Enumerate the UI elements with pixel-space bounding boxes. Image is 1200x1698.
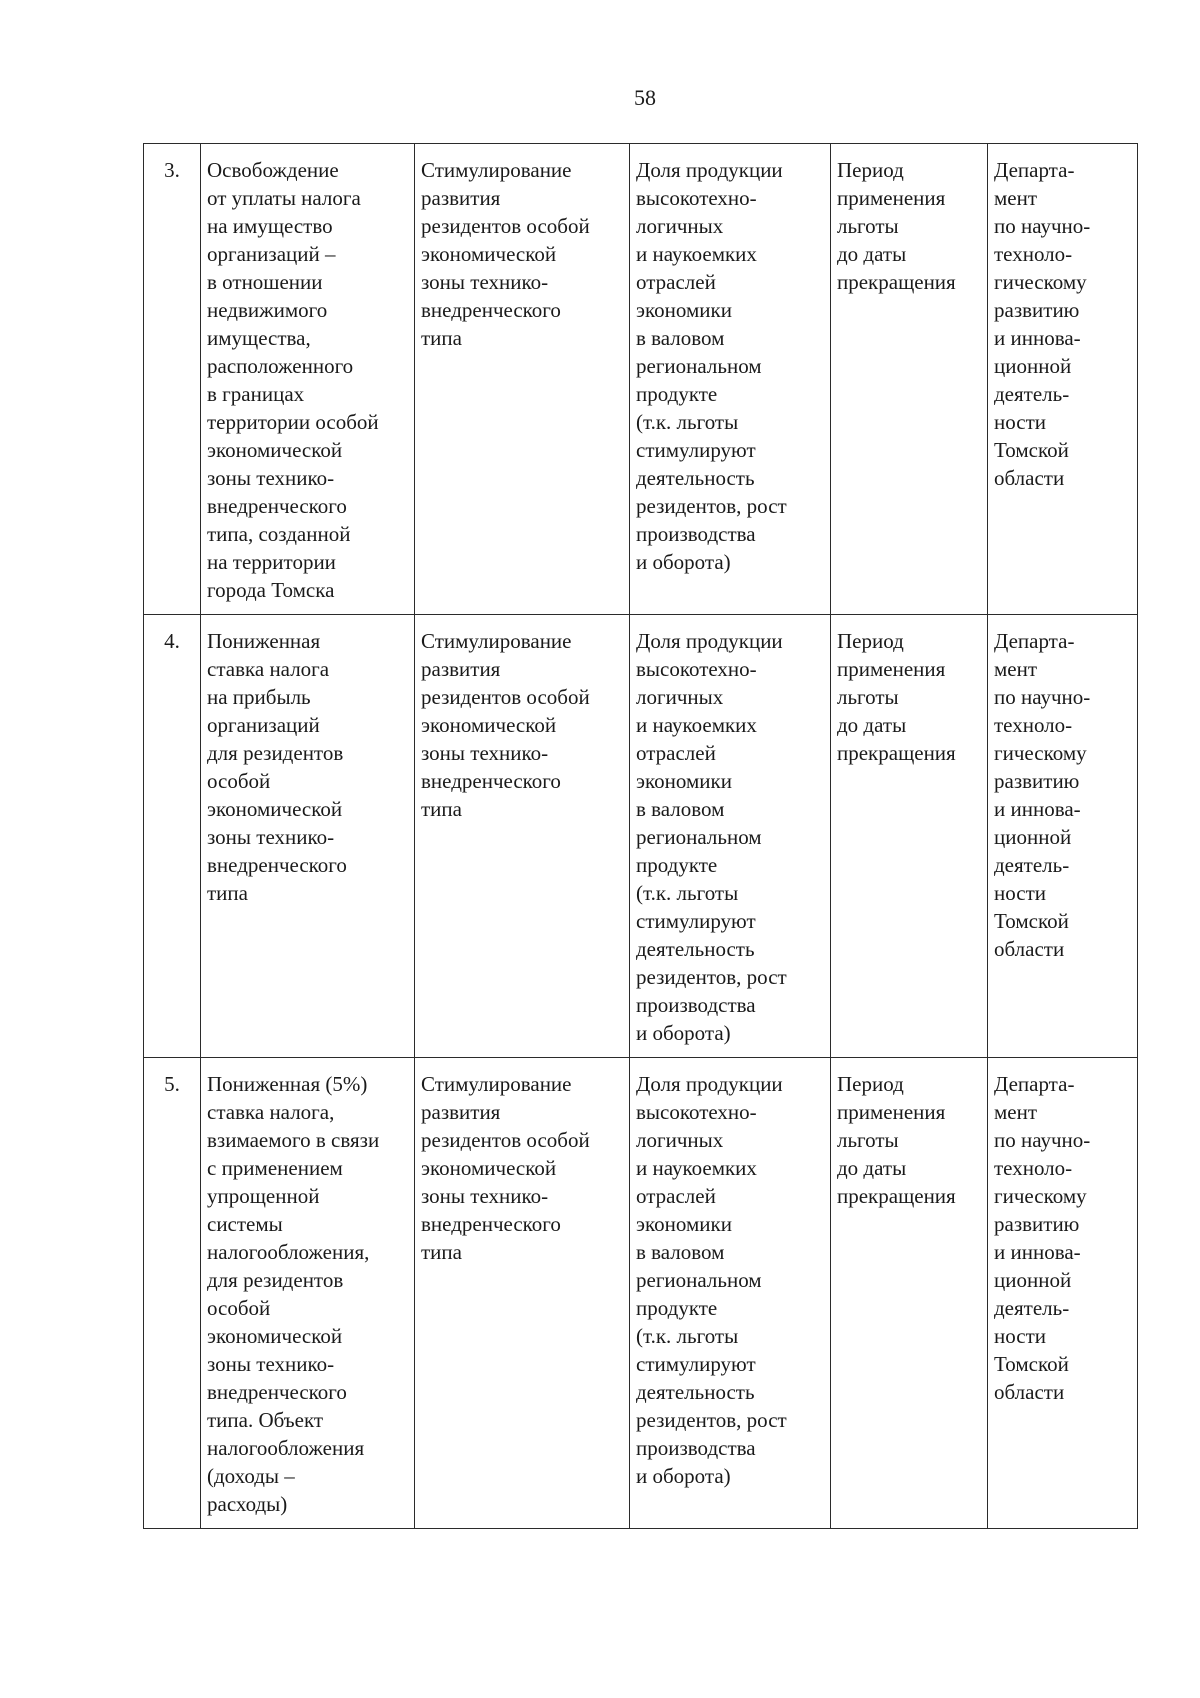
- table-row: [144, 144, 1138, 615]
- row-number: 5.: [144, 1058, 201, 1529]
- department-cell: Департа- мент по научно- техноло- гическому развитию и иннова- ционной деятель- ности Томской области: [988, 144, 1138, 615]
- page-number: 58: [634, 85, 656, 110]
- goal-cell: Стимулирование развития резидентов особой экономической зоны технико- внедренческого типа: [415, 615, 630, 1058]
- department-cell: Департа- мент по научно- техноло- гическому развитию и иннова- ционной деятель- ности Томской области: [988, 1058, 1138, 1529]
- department-cell: Департа- мент по научно- техноло- гическому развитию и иннова- ционной деятель- ности Томской области: [988, 615, 1138, 1058]
- row-number: 4.: [144, 615, 201, 1058]
- indicator-cell: Доля продукции высокотехно- логичных и наукоемких отраслей экономики в валовом региональном продукте (т.к. льготы стимулируют деятельность резидентов, рост производства и оборота): [630, 144, 831, 615]
- row-number: 3.: [144, 144, 201, 615]
- benefit-cell: Пониженная ставка налога на прибыль организаций для резидентов особой экономической зоны технико- внедренческого типа: [201, 615, 415, 1058]
- goal-cell: Стимулирование развития резидентов особой экономической зоны технико- внедренческого типа: [415, 1058, 630, 1529]
- goal-cell: Стимулирование развития резидентов особой экономической зоны технико- внедренческого типа: [415, 144, 630, 615]
- indicator-cell: Доля продукции высокотехно- логичных и наукоемких отраслей экономики в валовом региональном продукте (т.к. льготы стимулируют деятельность резидентов, рост производства и оборота): [630, 615, 831, 1058]
- table-row: [144, 1058, 1138, 1529]
- period-cell: Период применения льготы до даты прекращения: [831, 1058, 988, 1529]
- indicator-cell: Доля продукции высокотехно- логичных и наукоемких отраслей экономики в валовом региональном продукте (т.к. льготы стимулируют деятельность резидентов, рост производства и оборота): [630, 1058, 831, 1529]
- tax-benefits-table: [143, 143, 1138, 1529]
- benefit-cell: Пониженная (5%) ставка налога, взимаемого в связи с применением упрощенной системы налогообложения, для резидентов особой экономической зоны технико- внедренческого типа. Объект налогообложения (доходы – расходы): [201, 1058, 415, 1529]
- period-cell: Период применения льготы до даты прекращения: [831, 615, 988, 1058]
- period-cell: Период применения льготы до даты прекращения: [831, 144, 988, 615]
- benefit-cell: Освобождение от уплаты налога на имущество организаций – в отношении недвижимого имущества, расположенного в границах территории особой экономической зоны технико- внедренческого типа, созданной на территории города Томска: [201, 144, 415, 615]
- table-row: [144, 615, 1138, 1058]
